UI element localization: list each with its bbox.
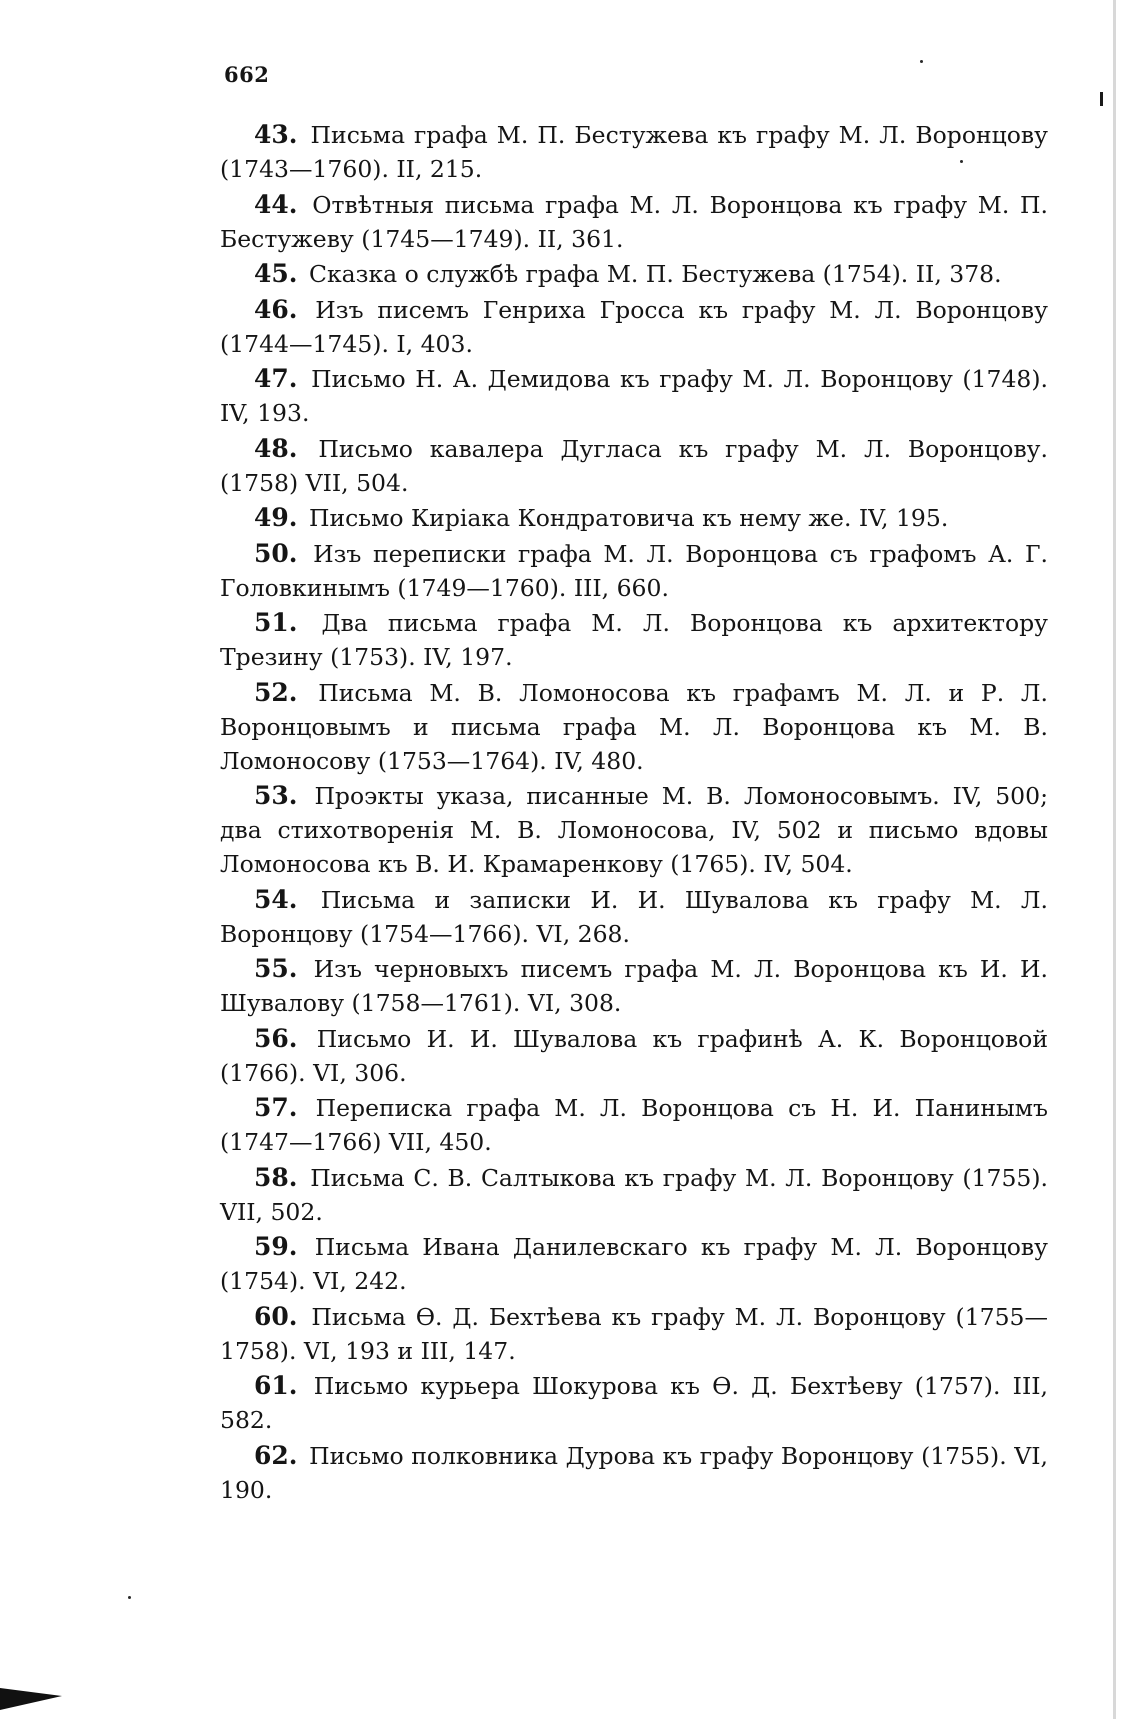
list-item: [220, 952, 1048, 1020]
list-item: [220, 1230, 1048, 1298]
entry-number: 55.: [254, 954, 298, 983]
list-item: [220, 1439, 1048, 1507]
entry-number: 51.: [254, 608, 298, 637]
entry-number: 43.: [254, 120, 298, 149]
entry-text: Переписка графа М. Л. Воронцова съ Н. И. Панинымъ (1747—1766) VII, 450.: [220, 1094, 1048, 1156]
list-item: [220, 779, 1048, 881]
entry-number: 53.: [254, 781, 298, 810]
list-item: [220, 1022, 1048, 1090]
entry-number: 62.: [254, 1440, 298, 1470]
entry-number: 54.: [254, 884, 298, 914]
list-item: [220, 257, 1048, 291]
list-item: [220, 432, 1048, 500]
entry-number: 49.: [254, 503, 298, 532]
scan-speck: [920, 60, 923, 63]
page-edge-line: [1113, 0, 1116, 1719]
list-item: [220, 606, 1048, 674]
entry-text: Письмо Н. А. Демидова къ графу М. Л. Воронцову (1748). IV, 193.: [220, 365, 1048, 427]
entry-number: 52.: [254, 677, 298, 707]
entry-number: 58.: [254, 1162, 298, 1192]
list-item: [220, 1161, 1048, 1229]
entry-text: Письма и записки И. И. Шувалова къ графу М. Л. Воронцову (1754—1766). VI, 268.: [220, 885, 1048, 948]
entry-number: 60.: [254, 1301, 298, 1331]
list-item: [220, 293, 1048, 361]
entry-number: 48.: [254, 433, 298, 463]
list-item: [220, 1369, 1048, 1437]
entry-number: 46.: [254, 294, 298, 324]
scan-corner-mark: [0, 1688, 62, 1710]
entry-text: Письма графа М. П. Бестужева къ графу М. Л. Воронцову (1743—1760). II, 215.: [220, 121, 1048, 183]
entry-number: 59.: [254, 1232, 298, 1261]
entry-text: Письма М. В. Ломоносова къ графамъ М. Л. и Р. Л. Воронцовымъ и письма графа М. Л. Воронцова къ М. В. Ломоносову (1753—1764). IV, 480.: [220, 678, 1048, 775]
entry-list: [220, 118, 1048, 1508]
entry-number: 47.: [254, 364, 298, 393]
entry-number: 50.: [254, 538, 298, 568]
entry-text: Письма Ѳ. Д. Бехтѣева къ графу М. Л. Воронцову (1755—1758). VI, 193 и III, 147.: [220, 1302, 1048, 1365]
entry-number: 56.: [254, 1023, 298, 1053]
list-item: [220, 118, 1048, 186]
entry-text: Изъ черновыхъ писемъ графа М. Л. Воронцова къ И. И. Шувалову (1758—1761). VI, 308.: [220, 955, 1048, 1017]
entry-text: Письма Ивана Данилевскаго къ графу М. Л. Воронцову (1754). VI, 242.: [220, 1233, 1048, 1295]
page-number: 662: [224, 62, 270, 87]
list-item: [220, 537, 1048, 605]
scan-speck: [128, 1596, 131, 1599]
entry-number: 57.: [254, 1093, 298, 1122]
list-item: [220, 501, 1048, 535]
entry-number: 45.: [254, 259, 298, 288]
entry-number: 61.: [254, 1371, 298, 1400]
entry-text: Проэкты указа, писанные М. В. Ломоносовымъ. IV, 500; два стихотворенія М. В. Ломоносова, IV, 502 и письмо вдовы Ломоносова къ В. И. Крамаренкову (1765). IV, 504.: [220, 782, 1048, 878]
entry-text: Сказка о службѣ графа М. П. Бестужева (1754). II, 378.: [308, 260, 1002, 288]
entry-text: Письмо И. И. Шувалова къ графинѣ А. К. Воронцовой (1766). VI, 306.: [220, 1024, 1048, 1087]
entry-text: Два письма графа М. Л. Воронцова къ архитектору Трезину (1753). IV, 197.: [220, 609, 1048, 671]
entry-text: Изъ переписки графа М. Л. Воронцова съ графомъ А. Г. Головкинымъ (1749—1760). III, 660.: [220, 539, 1048, 602]
margin-mark: [1100, 92, 1103, 106]
entry-text: Письмо Киріака Кондратовича къ нему же. IV, 195.: [308, 504, 949, 532]
entry-text: Письмо курьера Шокурова къ Ѳ. Д. Бехтѣеву (1757). III, 582.: [220, 1372, 1048, 1434]
entry-text: Отвѣтныя письма графа М. Л. Воронцова къ графу М. П. Бестужеву (1745—1749). II, 361.: [220, 190, 1048, 253]
list-item: [220, 362, 1048, 430]
entry-number: 44.: [254, 189, 298, 219]
list-item: [220, 1091, 1048, 1159]
list-item: [220, 188, 1048, 256]
list-item: [220, 883, 1048, 951]
list-item: [220, 676, 1048, 778]
entry-text: Письмо полковника Дурова къ графу Воронцову (1755). VI, 190.: [220, 1441, 1048, 1504]
entry-text: Изъ писемъ Генриха Гросса къ графу М. Л. Воронцову (1744—1745). I, 403.: [220, 295, 1048, 358]
entry-text: Письма С. В. Салтыкова къ графу М. Л. Воронцову (1755). VII, 502.: [220, 1163, 1048, 1226]
entry-text: Письмо кавалера Дугласа къ графу М. Л. Воронцову. (1758) VII, 504.: [220, 434, 1048, 497]
list-item: [220, 1300, 1048, 1368]
